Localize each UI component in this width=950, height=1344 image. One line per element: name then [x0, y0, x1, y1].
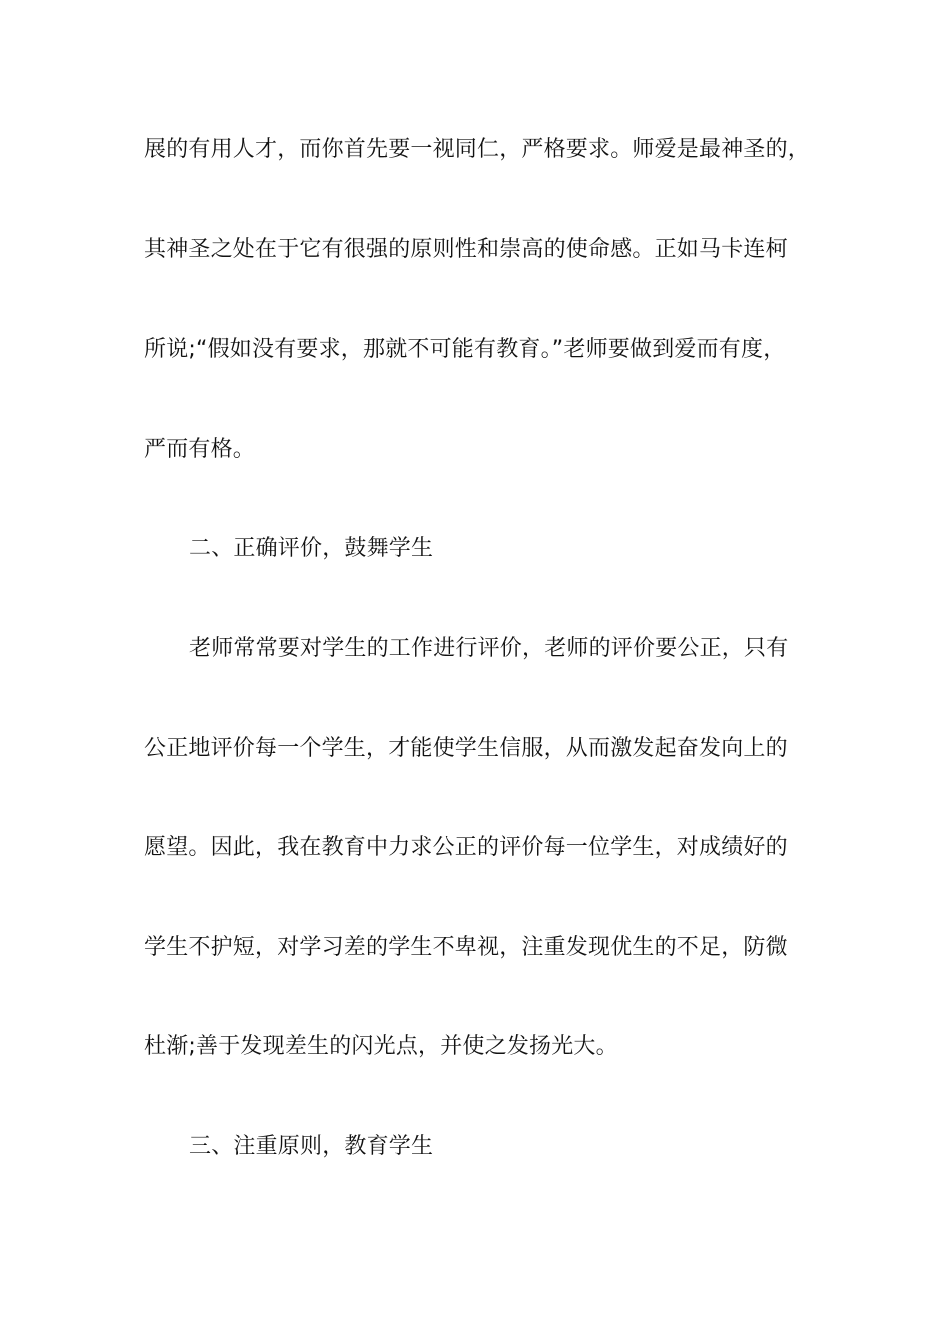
paragraph-2-line-5: 杜渐;善于发现差生的闪光点，并使之发扬光大。: [144, 1034, 618, 1059]
paragraph-2-line-2: 公正地评价每一个学生，才能使学生信服，从而激发起奋发向上的: [144, 736, 788, 761]
paragraph-1-line-1: 展的有用人才，而你首先要一视同仁，严格要求。师爱是最神圣的，: [144, 137, 811, 162]
paragraph-2-line-1: 老师常常要对学生的工作进行评价，老师的评价要公正，只有: [189, 636, 789, 661]
paragraph-2-line-4: 学生不护短，对学习差的学生不卑视，注重发现优生的不足，防微: [144, 935, 788, 960]
section-heading-3: 三、注重原则，教育学生: [189, 1134, 434, 1159]
paragraph-1-line-2: 其神圣之处在于它有很强的原则性和崇高的使命感。正如马卡连柯: [144, 237, 788, 262]
section-heading-2: 二、正确评价，鼓舞学生: [189, 536, 434, 561]
paragraph-2-line-3: 愿望。因此，我在教育中力求公正的评价每一位学生，对成绩好的: [144, 835, 788, 860]
paragraph-1-line-3: 所说;“假如没有要求，那就不可能有教育。”老师要做到爱而有度，: [144, 337, 786, 362]
paragraph-1-line-4: 严而有格。: [144, 437, 256, 462]
